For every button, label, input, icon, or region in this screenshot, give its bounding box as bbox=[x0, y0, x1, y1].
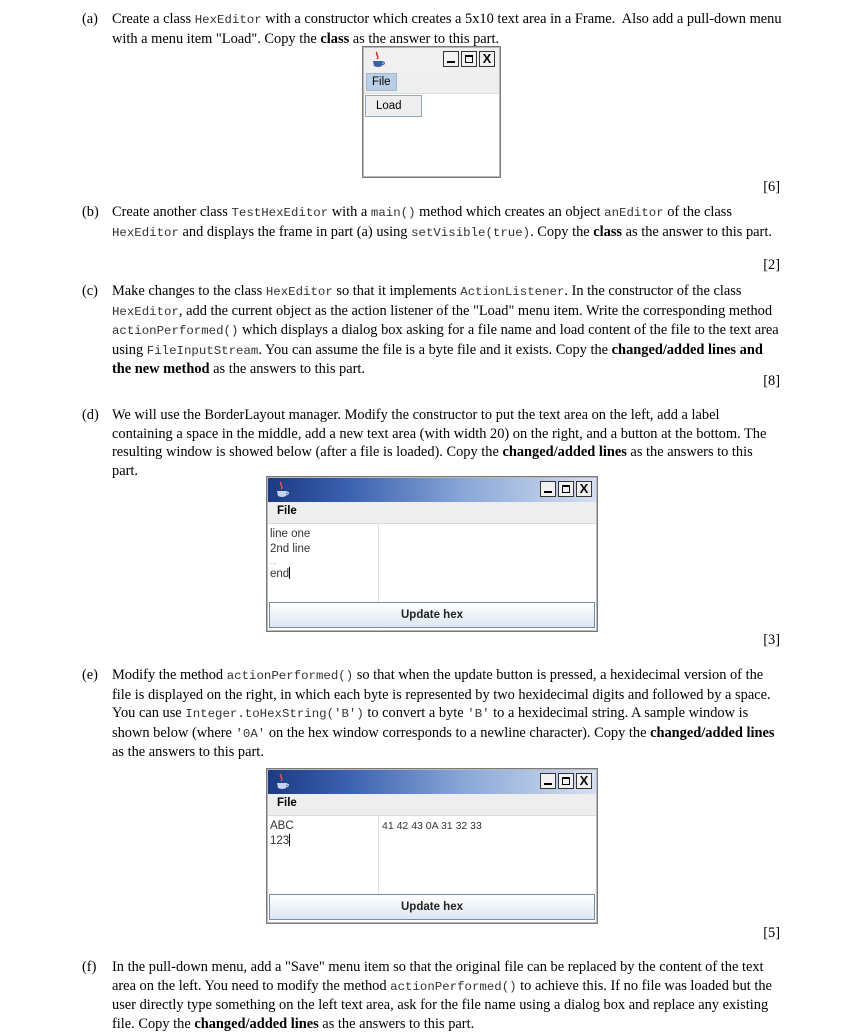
text-line: ... bbox=[270, 557, 277, 566]
middle-label bbox=[378, 816, 379, 894]
question-d bbox=[82, 406, 782, 480]
question-e bbox=[82, 666, 782, 762]
question-text: Create another class TestHexEditor with a main() method which creates an object anEditor of the class HexEditor and displays the frame in part (a) using setVisible(true). Copy the class as the answer to this part. bbox=[112, 204, 772, 240]
text-line bbox=[270, 567, 376, 582]
marks-c: [8] bbox=[763, 373, 780, 389]
question-text: We will use the BorderLayout manager. Modify the constructor to put the text area on the left, add a label containing a space in the middle, add a new text area (with width 20) on the right, and a button at the bottom. The resulting window is showed below (after a file is loaded). Copy the changed/added lines as the answers to this part. bbox=[112, 407, 767, 479]
question-label: (e) bbox=[82, 667, 98, 683]
question-c bbox=[82, 282, 782, 379]
java-coffee-cup-icon bbox=[274, 481, 290, 499]
question-label: (c) bbox=[82, 283, 98, 299]
maximize-icon[interactable] bbox=[461, 51, 477, 67]
frame-window-a bbox=[362, 46, 501, 178]
menu-file[interactable]: File bbox=[366, 73, 397, 91]
text-line-content: end bbox=[270, 568, 290, 580]
question-label: (d) bbox=[82, 407, 99, 423]
question-f bbox=[82, 958, 782, 1033]
title-bar[interactable] bbox=[268, 770, 596, 794]
marks-e: [5] bbox=[763, 925, 780, 941]
title-bar[interactable] bbox=[268, 478, 596, 502]
title-bar[interactable] bbox=[364, 48, 499, 72]
menu-bar bbox=[364, 72, 499, 94]
close-icon[interactable]: X bbox=[576, 481, 592, 497]
text-line: ABC bbox=[270, 820, 294, 832]
java-coffee-cup-icon bbox=[370, 51, 386, 69]
text-line: 2nd line bbox=[270, 543, 311, 555]
maximize-icon[interactable] bbox=[558, 773, 574, 789]
frame-window-e bbox=[266, 768, 598, 924]
marks-d: [3] bbox=[763, 632, 780, 648]
java-coffee-cup-icon bbox=[274, 773, 290, 791]
menu-bar bbox=[268, 794, 596, 816]
marks-a: [6] bbox=[763, 179, 780, 195]
close-icon[interactable]: X bbox=[479, 51, 495, 67]
question-text: Modify the method actionPerformed() so that when the update button is pressed, a hexidecimal version of the file is displayed on the right, in which each byte is represented by two hexidecimal digits and followed by a space. You can use Integer.toHexString('B') to convert a byte 'B' to a hexidecimal string. A sample window is shown below (where '0A' on the hex window corresponds to a newline character). Copy the changed/added lines as the answers to this part. bbox=[112, 667, 775, 760]
close-icon[interactable]: X bbox=[576, 773, 592, 789]
minimize-icon[interactable] bbox=[540, 773, 556, 789]
hex-text: 41 42 43 0A 31 32 33 bbox=[382, 820, 482, 832]
frame-window-d bbox=[266, 476, 598, 632]
menu-bar bbox=[268, 502, 596, 524]
menu-item-load[interactable]: Load bbox=[365, 95, 422, 117]
right-hex-area[interactable] bbox=[380, 816, 594, 894]
question-a bbox=[82, 10, 782, 48]
window-controls bbox=[443, 51, 495, 67]
question-b bbox=[82, 203, 782, 242]
menu-file[interactable]: File bbox=[277, 797, 297, 809]
question-text: Make changes to the class HexEditor so that it implements ActionListener. In the constructor of the class HexEditor, add the current object as the action listener of the "Load" menu item. Write the corresponding method actionPerformed() which displays a dialog box asking for a file name and load content of the file to the text area using FileInputStream. You can assume the file is a byte file and it exists. Copy the changed/added lines and the new method as the answers to this part. bbox=[112, 283, 779, 377]
text-caret bbox=[289, 567, 290, 579]
maximize-icon[interactable] bbox=[558, 481, 574, 497]
right-text-area[interactable] bbox=[380, 524, 594, 602]
question-text: In the pull-down menu, add a "Save" menu item so that the original file can be replaced by the content of the text area on the left. You need to modify the method actionPerformed() to achieve this. If no file was loaded but the user directly type something on the left text area, ask for the file name using a dialog box and replace any existing file. Copy the changed/added lines as the answers to this part. bbox=[112, 959, 772, 1032]
left-text-area[interactable] bbox=[268, 816, 378, 894]
question-label: (f) bbox=[82, 959, 97, 975]
update-hex-button[interactable]: Update hex bbox=[269, 894, 595, 920]
text-line bbox=[270, 834, 376, 849]
question-label: (b) bbox=[82, 204, 99, 220]
text-caret bbox=[289, 834, 290, 846]
left-text-area[interactable] bbox=[268, 524, 378, 602]
menu-file[interactable]: File bbox=[277, 505, 297, 517]
question-text: Create a class HexEditor with a constructor which creates a 5x10 text area in a Frame. Also add a pull-down menu with a menu item "Load". Copy the class as the answer to this part. bbox=[112, 11, 782, 47]
marks-b: [2] bbox=[763, 257, 780, 273]
text-line: line one bbox=[270, 528, 311, 540]
minimize-icon[interactable] bbox=[540, 481, 556, 497]
update-hex-button[interactable]: Update hex bbox=[269, 602, 595, 628]
window-controls bbox=[540, 481, 592, 497]
middle-label bbox=[378, 524, 379, 602]
window-controls bbox=[540, 773, 592, 789]
minimize-icon[interactable] bbox=[443, 51, 459, 67]
question-label: (a) bbox=[82, 11, 98, 27]
text-line-content: 123 bbox=[270, 835, 290, 847]
